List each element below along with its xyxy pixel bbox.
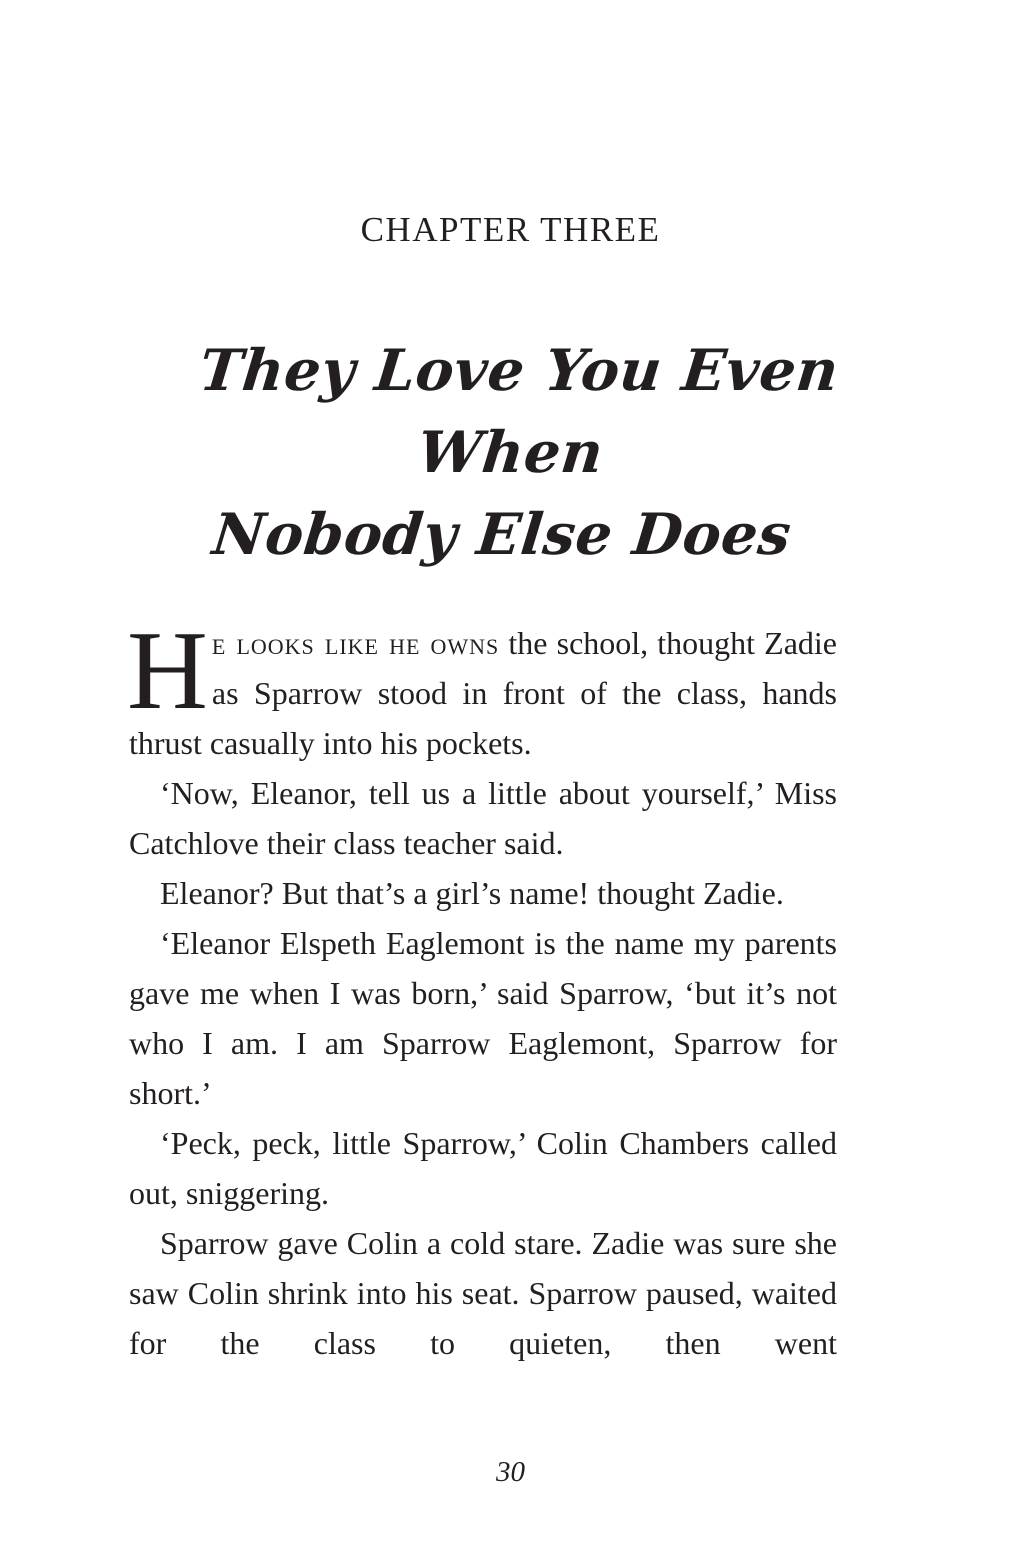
drop-cap: H — [127, 609, 208, 733]
paragraph-1-text: the school, thought Zadie as Sparrow stood in front of the class, hands thrust casually into his pockets. — [129, 625, 837, 761]
paragraph-4: ‘Eleanor Elspeth Eaglemont is the name my parents gave me when I was born,’ said Sparrow, ‘but it’s not who I am. I am Sparrow Eaglemont, Sparrow for short.’ — [129, 925, 837, 1111]
paragraph-1 — [127, 609, 837, 768]
chapter-title-line-1: They Love You Even When — [196, 337, 843, 486]
paragraph-1-lead-in: e looks like he owns — [211, 625, 500, 661]
chapter-title — [87, 330, 934, 576]
chapter-title-line-2: Nobody Else Does — [209, 501, 795, 568]
page-number: 30 — [496, 1456, 525, 1488]
paragraph-6: Sparrow gave Colin a cold stare. Zadie was sure she saw Colin shrink into his seat. Sparrow paused, waited for the class to quieten, then went — [129, 1225, 837, 1361]
body-text — [127, 609, 837, 1368]
paragraph-5: ‘Peck, peck, little Sparrow,’ Colin Chambers called out, sniggering. — [129, 1125, 837, 1211]
chapter-label: CHAPTER THREE — [360, 210, 661, 249]
paragraph-2: ‘Now, Eleanor, tell us a little about yourself,’ Miss Catchlove their class teacher said. — [129, 775, 837, 861]
paragraph-3: Eleanor? But that’s a girl’s name! thought Zadie. — [160, 875, 784, 911]
